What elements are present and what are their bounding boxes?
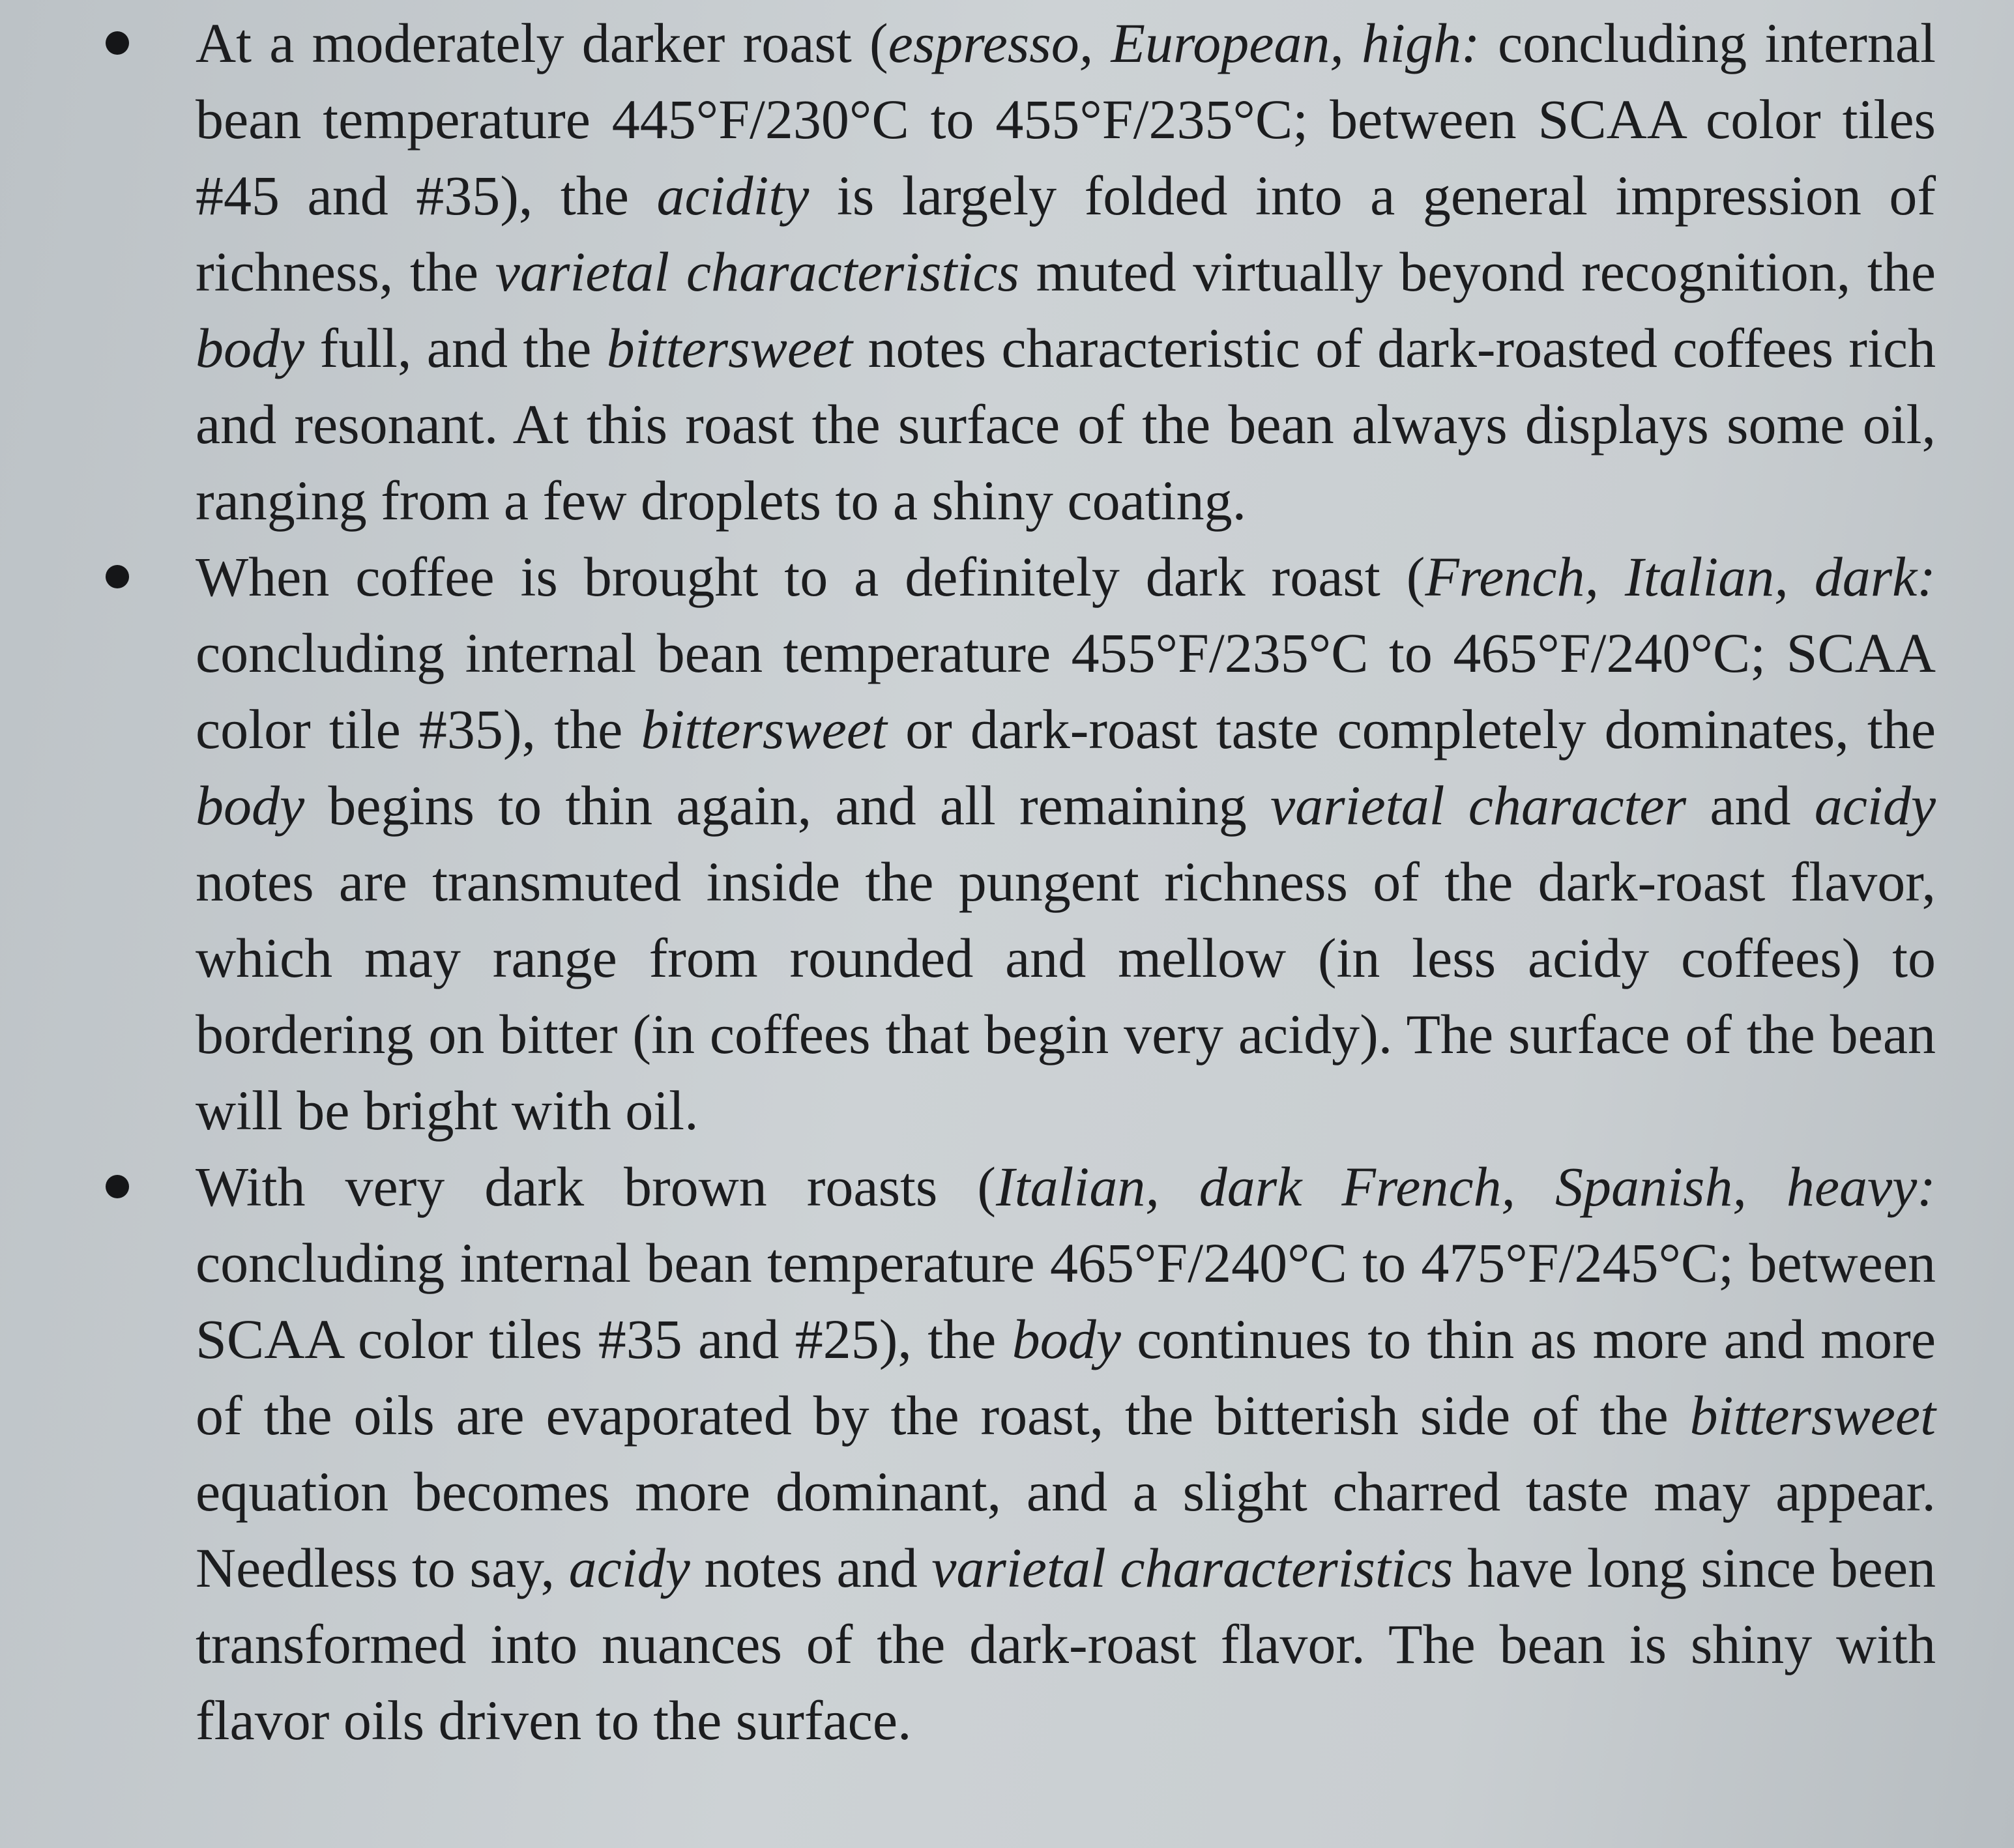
text-segment: concluding internal bean temperature 455°F/235°C to 465°F/240°C; SCAA color tile #35), the [196, 622, 1936, 760]
text-segment-italic: bittersweet [641, 698, 887, 760]
text-segment-italic: body [196, 774, 305, 837]
text-segment: When coffee is brought to a definitely dark roast ( [196, 545, 1425, 608]
text-segment-italic: acidy [568, 1537, 690, 1599]
text-segment: and [1686, 774, 1815, 837]
text-segment-italic: bittersweet [1689, 1384, 1936, 1447]
bullet-icon [106, 565, 129, 588]
text-segment: is largely folded into a general impression of richness, the [196, 164, 1936, 303]
text-segment: notes characteristic of dark-roasted coffees rich and resonant. At this roast the surface of the bean always displays some oil, ranging from a few droplets to a shiny coating. [196, 317, 1936, 532]
text-segment: concluding internal bean temperature 465°F/240°C to 475°F/245°C; between SCAA color tiles #35 and #25), the [196, 1232, 1936, 1370]
text-segment: or dark-roast taste completely dominates, the [886, 698, 1936, 760]
bullet-text [196, 539, 1936, 1149]
text-segment-italic: varietal characteristics [495, 240, 1019, 303]
text-segment-italic: varietal character [1270, 774, 1687, 837]
bullet-item-very-dark-roast [98, 1149, 1936, 1759]
roast-levels-bullet-list [98, 5, 1936, 1759]
text-segment-italic: bittersweet [606, 317, 853, 379]
text-segment-italic: French, Italian, dark: [1425, 545, 1936, 608]
text-segment-italic: espresso, European, high: [888, 12, 1480, 74]
text-segment: notes and [690, 1537, 932, 1599]
bullet-icon [106, 1175, 129, 1198]
text-segment-italic: acidity [656, 164, 810, 227]
text-segment-italic: body [196, 317, 305, 379]
text-segment: begins to thin again, and all remaining [304, 774, 1270, 837]
text-segment-italic: varietal characteristics [931, 1537, 1453, 1599]
text-segment: full, and the [304, 317, 607, 379]
text-segment-italic: acidy [1814, 774, 1936, 837]
text-segment: concluding internal bean temperature 445°F/230°C to 455°F/235°C; between SCAA color tiles #45 and #35), the [196, 12, 1936, 227]
text-segment: have long since been transformed into nuances of the dark-roast flavor. The bean is shiny with flavor oils driven to the surface. [196, 1537, 1936, 1752]
text-segment: With very dark brown roasts ( [196, 1155, 996, 1218]
bullet-item-espresso-roast [98, 5, 1936, 539]
text-segment: muted virtually beyond recognition, the [1019, 240, 1936, 303]
text-segment-italic: body [1012, 1308, 1121, 1370]
text-segment: equation becomes more dominant, and a slight charred taste may appear. Needless to say, [196, 1460, 1936, 1599]
text-segment: notes are transmuted inside the pungent richness of the dark-roast flavor, which may range from rounded and mellow (in less acidy coffees) to bordering on bitter (in coffees that begin very acidy). The surface of the bean will be bright with oil. [196, 850, 1936, 1142]
text-segment: continues to thin as more and more of the oils are evaporated by the roast, the bitterish side of the [196, 1308, 1936, 1447]
text-segment: At a moderately darker roast ( [196, 12, 888, 74]
bullet-text [196, 1149, 1936, 1759]
text-segment-italic: Italian, dark French, Spanish, heavy: [996, 1155, 1936, 1218]
bullet-item-french-roast [98, 539, 1936, 1149]
bullet-icon [106, 31, 129, 55]
bullet-text [196, 5, 1936, 539]
